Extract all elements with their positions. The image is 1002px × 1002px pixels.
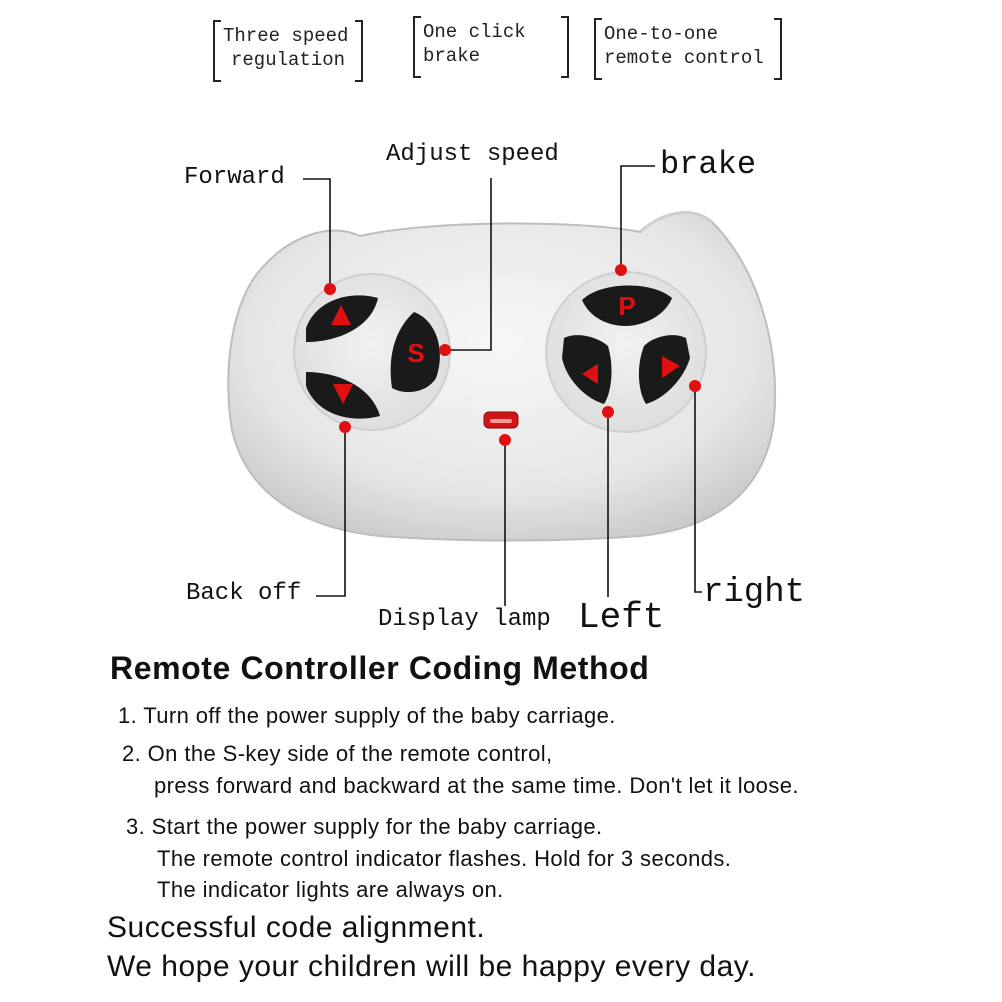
forward-dot — [324, 283, 336, 295]
right-label: right — [703, 574, 806, 612]
left-dot — [602, 406, 614, 418]
adjust-speed-dot — [439, 344, 451, 356]
display-lamp — [484, 412, 518, 428]
brake-dot — [615, 264, 627, 276]
display-lamp-dot — [499, 434, 511, 446]
back-off-label: Back off — [186, 580, 302, 607]
back-off-dot — [339, 421, 351, 433]
feature-line: One-to-one — [604, 23, 719, 45]
feature-line: brake — [423, 45, 481, 67]
feature-line: Three speed — [223, 25, 349, 47]
step-3-detail-2: The indicator lights are always on. — [157, 877, 504, 902]
feature-line: One click — [423, 21, 526, 43]
left-label: Left — [578, 597, 665, 638]
right-dot — [689, 380, 701, 392]
step-1: 1. Turn off the power supply of the baby carriage. — [118, 703, 616, 728]
step-2: 2. On the S-key side of the remote control, — [122, 741, 553, 766]
s-key-label: S — [407, 338, 425, 368]
closing-line-1: Successful code alignment. — [107, 911, 486, 944]
forward-label: Forward — [184, 164, 285, 191]
brake-label: brake — [660, 146, 757, 183]
p-key-label: P — [618, 291, 636, 321]
step-3: 3. Start the power supply for the baby carriage. — [126, 814, 603, 839]
step-3-detail: The remote control indicator flashes. Hold for 3 seconds. — [157, 846, 732, 871]
closing-line-2: We hope your children will be happy every day. — [107, 950, 756, 983]
instructions-title: Remote Controller Coding Method — [110, 650, 650, 686]
adjust-speed-label: Adjust speed — [386, 141, 559, 168]
feature-line: regulation — [231, 49, 346, 71]
feature-line: remote control — [604, 47, 764, 69]
display-lamp-label: Display lamp — [378, 606, 551, 633]
step-2-detail: press forward and backward at the same time. Don't let it loose. — [154, 773, 799, 798]
